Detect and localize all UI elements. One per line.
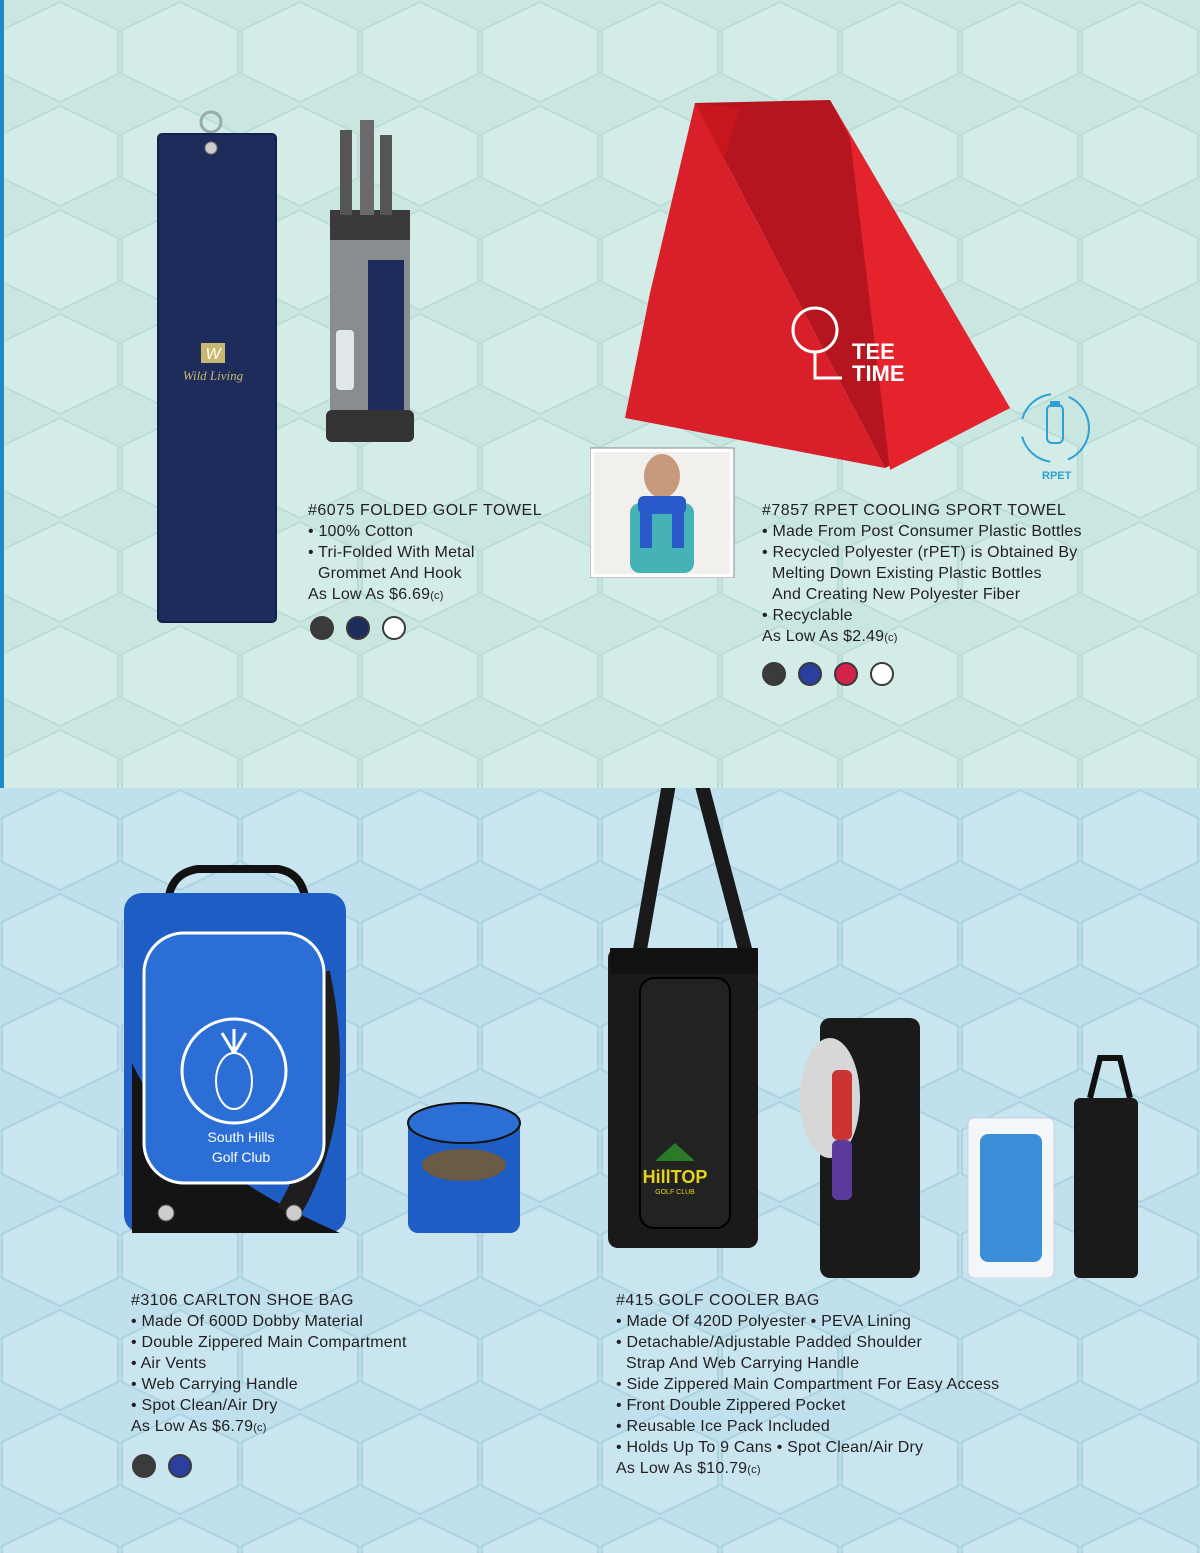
- product-bullet: • Made Of 600D Dobby Material: [131, 1313, 363, 1330]
- color-swatch[interactable]: [382, 616, 406, 640]
- color-swatch[interactable]: [762, 662, 786, 686]
- left-edge-bar: [0, 0, 4, 788]
- product-bullet: • Made From Post Consumer Plastic Bottles: [762, 523, 1082, 540]
- shoe-bag-logo-line1: South Hills: [207, 1129, 275, 1145]
- color-swatches-6075: [310, 616, 406, 640]
- color-swatch[interactable]: [798, 662, 822, 686]
- product-info-415: [616, 1290, 999, 1481]
- shoe-bag-logo-line2: Golf Club: [211, 1149, 271, 1165]
- product-bullet: • Air Vents: [131, 1355, 207, 1372]
- price-suffix: (c): [430, 590, 444, 602]
- product-price: [762, 626, 1082, 649]
- product-bullet: • Holds Up To 9 Cans • Spot Clean/Air Dry: [616, 1439, 924, 1456]
- product-info-6075: [308, 500, 542, 607]
- product-bullet: • Recycled Polyester (rPET) is Obtained By: [762, 544, 1078, 561]
- color-swatch[interactable]: [168, 1454, 192, 1478]
- cooler-logo-line2: GOLF CLUB: [655, 1189, 695, 1196]
- color-swatches-7857: [762, 662, 894, 686]
- color-swatch[interactable]: [834, 662, 858, 686]
- product-bullet: • Side Zippered Main Compartment For Easy Access: [616, 1376, 1000, 1393]
- color-swatch[interactable]: [870, 662, 894, 686]
- product-info-7857: [762, 500, 1082, 649]
- product-title: #6075 FOLDED GOLF TOWEL: [308, 502, 543, 519]
- time-text: TIME: [852, 361, 905, 386]
- product-bullet: • Reusable Ice Pack Included: [616, 1418, 830, 1435]
- color-swatch[interactable]: [346, 616, 370, 640]
- product-bullet: Grommet And Hook: [318, 565, 462, 582]
- product-bullet: • Detachable/Adjustable Padded Shoulder: [616, 1334, 923, 1351]
- product-bullet: • Double Zippered Main Compartment: [131, 1334, 407, 1351]
- price-text: As Low As $6.69: [308, 586, 431, 603]
- price-suffix: (c): [884, 632, 898, 644]
- tee-text: TEE: [852, 339, 895, 364]
- product-bullet: And Creating New Polyester Fiber: [772, 586, 1021, 603]
- price-text: As Low As $6.79: [131, 1418, 254, 1435]
- product-price: [131, 1416, 407, 1439]
- svg-text:W: W: [205, 346, 221, 363]
- product-bullet: Melting Down Existing Plastic Bottles: [772, 565, 1042, 582]
- color-swatch[interactable]: [310, 616, 334, 640]
- product-title: #415 GOLF COOLER BAG: [616, 1292, 820, 1309]
- price-text: As Low As $2.49: [762, 628, 885, 645]
- price-text: As Low As $10.79: [616, 1460, 748, 1477]
- bottom-section: [0, 788, 1200, 1553]
- price-suffix: (c): [253, 1422, 267, 1434]
- product-title: #7857 RPET COOLING SPORT TOWEL: [762, 502, 1067, 519]
- product-bullet: • Front Double Zippered Pocket: [616, 1397, 846, 1414]
- product-price: [616, 1458, 999, 1481]
- product-bullet: • Tri-Folded With Metal: [308, 544, 475, 561]
- product-bullet: • Spot Clean/Air Dry: [131, 1397, 278, 1414]
- product-title: #3106 CARLTON SHOE BAG: [131, 1292, 354, 1309]
- color-swatch[interactable]: [132, 1454, 156, 1478]
- towel-logo-text: Wild Living: [182, 368, 244, 383]
- product-bullet: • Recyclable: [762, 607, 853, 624]
- cooler-logo-line1: HillTOP: [642, 1167, 708, 1187]
- product-bullet: • 100% Cotton: [308, 523, 414, 540]
- carlton-shoe-bag-image: [118, 853, 538, 1273]
- product-info-3106: [131, 1290, 407, 1439]
- product-bullet: Strap And Web Carrying Handle: [626, 1355, 860, 1372]
- color-swatches-3106: [132, 1454, 192, 1478]
- product-price: [308, 584, 542, 607]
- rpet-label: RPET: [1042, 470, 1072, 482]
- product-bullet: • Web Carrying Handle: [131, 1376, 298, 1393]
- price-suffix: (c): [747, 1464, 761, 1476]
- golf-cooler-bag-image: [600, 788, 1160, 1278]
- product-bullet: • Made Of 420D Polyester • PEVA Lining: [616, 1313, 912, 1330]
